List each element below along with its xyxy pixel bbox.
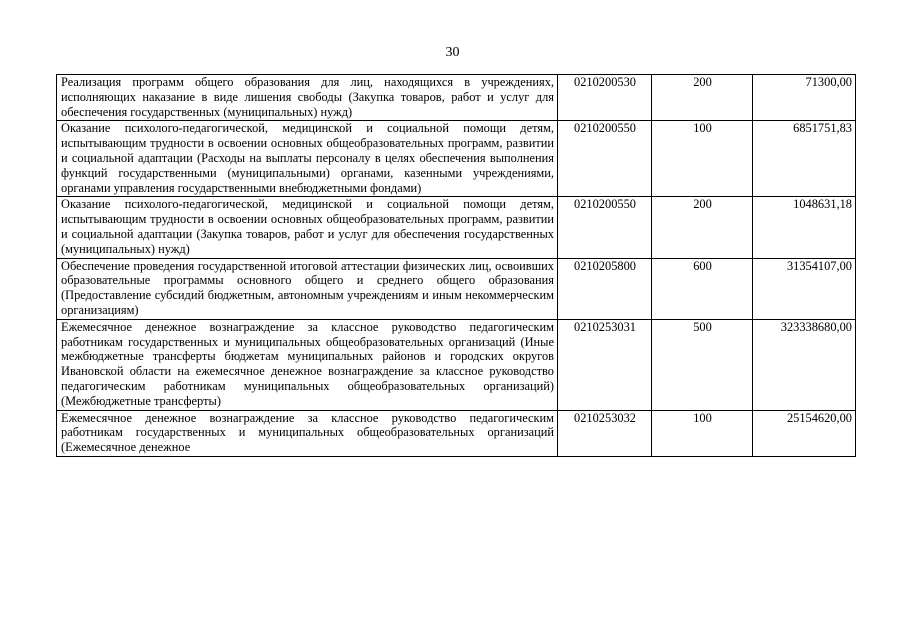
- row-description: [57, 197, 558, 258]
- row-amount: 323338680,00: [753, 319, 856, 410]
- description-text: Оказание психолого-педагогической, медицинской и социальной помощи детям, испытывающим трудности в освоении основных общеобразовательных программ, развитии и социальной адаптации (Закупка товаров, работ и услуг для обеспечения государственных (муниципальных) нужд): [61, 197, 554, 256]
- table-row: [57, 75, 856, 121]
- row-expense-type: 100: [652, 410, 753, 456]
- row-expense-type: 200: [652, 197, 753, 258]
- row-expense-type: 500: [652, 319, 753, 410]
- description-text: Оказание психолого-педагогической, медицинской и социальной помощи детям, испытывающим трудности в освоении основных общеобразовательных программ, развитии и социальной адаптации (Расходы на выплаты персоналу в целях обеспечения выполнения функций государственными (муниципальными) органами, казенными учреждениями, органами управления государственными внебюджетными фондами): [61, 121, 554, 195]
- row-target-code: 0210200530: [558, 75, 652, 121]
- row-expense-type: 600: [652, 258, 753, 319]
- row-target-code: 0210200550: [558, 197, 652, 258]
- table-row: [57, 258, 856, 319]
- row-amount: 31354107,00: [753, 258, 856, 319]
- row-target-code: 0210200550: [558, 121, 652, 197]
- row-expense-type: 200: [652, 75, 753, 121]
- row-description: [57, 258, 558, 319]
- table-row: [57, 410, 856, 456]
- row-expense-type: 100: [652, 121, 753, 197]
- row-description: [57, 75, 558, 121]
- row-amount: 25154620,00: [753, 410, 856, 456]
- row-amount: 71300,00: [753, 75, 856, 121]
- row-amount: 1048631,18: [753, 197, 856, 258]
- row-description: [57, 319, 558, 410]
- row-description: [57, 121, 558, 197]
- description-text: Реализация программ общего образования для лиц, находящихся в учреждениях, исполняющих наказание в виде лишения свободы (Закупка товаров, работ и услуг для обеспечения государственных (муниципальных) нужд): [61, 75, 554, 119]
- row-target-code: 0210253032: [558, 410, 652, 456]
- table-row: [57, 319, 856, 410]
- row-amount: 6851751,83: [753, 121, 856, 197]
- budget-table: [56, 74, 856, 457]
- table-row: [57, 197, 856, 258]
- page-number: 30: [445, 45, 460, 60]
- row-target-code: 0210253031: [558, 319, 652, 410]
- row-target-code: 0210205800: [558, 258, 652, 319]
- table-row: [57, 121, 856, 197]
- description-text: Ежемесячное денежное вознаграждение за классное руководство педагогическим работникам государственных и муниципальных общеобразовательных организаций (Иные межбюджетные трансферты бюджетам муниципальных районов и городских округов Ивановской области на ежемесячное денежное вознаграждение за классное руководство педагогическим работникам муниципальных общеобразовательных организаций) (Межбюджетные трансферты): [61, 319, 554, 408]
- description-text: Обеспечение проведения государственной итоговой аттестации физических лиц, освоивших образовательные программы основного общего и среднего общего образования (Предоставление субсидий бюджетным, автономным учреждениям и иным некоммерческим организациям): [61, 258, 554, 317]
- description-text: Ежемесячное денежное вознаграждение за классное руководство педагогическим работникам государственных и муниципальных общеобразовательных организаций (Ежемесячное денежное: [61, 410, 554, 455]
- row-description: [57, 410, 558, 456]
